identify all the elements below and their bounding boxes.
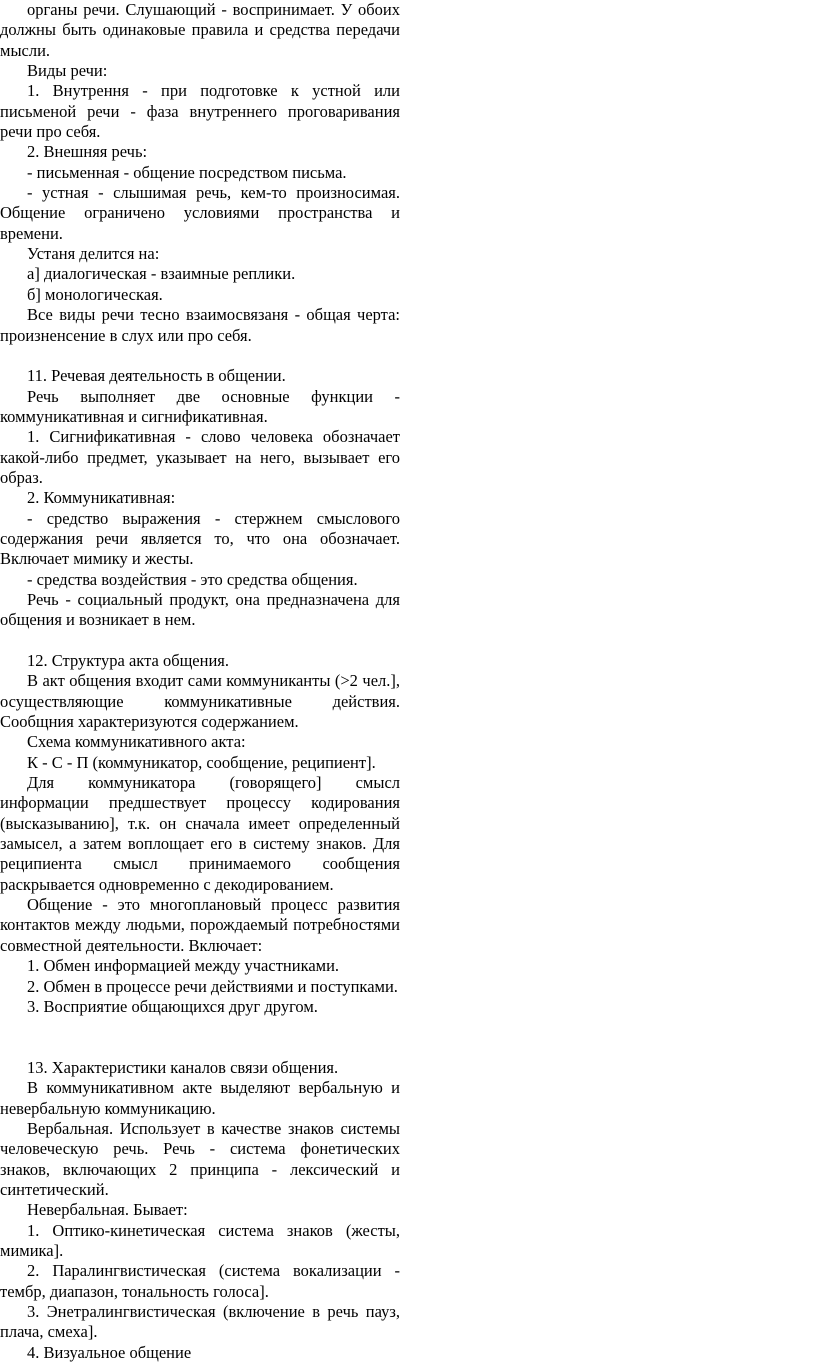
spacer — [0, 1017, 400, 1058]
paragraph: 4. Визуальное общение — [27, 1342, 192, 1362]
paragraph: Невербальная. Бывает: — [27, 1200, 188, 1220]
paragraph: В акт общения входит сами коммуниканты (>2 чел.], осуществляющие коммуникативные действия. Сообщния характеризуются содержанием. — [0, 671, 400, 732]
paragraph: 2. Паралингвистическая (система вокализации - тембр, диапазон, тональность голоса]. — [0, 1261, 400, 1301]
paragraph: 1. Внутрення - при подготовке к устной или письменой речи - фаза внутреннего проговаривания речи про себя. — [0, 81, 400, 142]
spacer — [0, 346, 400, 366]
paragraph: - средства воздействия - это средства общения. — [27, 569, 358, 589]
paragraph: Вербальная. Использует в качестве знаков системы человеческую речь. Речь - система фонетических знаков, включающих 2 принципа - лексический и синтетический. — [0, 1118, 400, 1199]
section-heading: 11. Речевая деятельность в общении. — [27, 366, 286, 386]
paragraph: 3. Энетралингвистическая (включение в речь пауз, плача, смеха]. — [0, 1302, 400, 1342]
paragraph: 1. Обмен информацией между участниками. — [27, 956, 340, 976]
paragraph: органы речи. Слушающий - воспринимает. У обоих должны быть одинаковые правила и средства передачи мысли. — [0, 0, 400, 60]
paragraph: Речь - социальный продукт, она предназначена для общения и возникает в нем. — [0, 589, 400, 630]
paragraph: - устная - слышимая речь, кем-то произносимая. Общение ограничено условиями пространства и времени. — [0, 183, 400, 243]
paragraph: 2. Внешняя речь: — [27, 142, 148, 162]
paragraph: 2. Обмен в процессе речи действиями и поступками. — [27, 976, 398, 996]
paragraph: - средство выражения - стержнем смыслового содержания речи является то, что она обозначает. Включает мимику и жесты. — [0, 508, 400, 569]
paragraph: 2. Коммуникативная: — [27, 488, 176, 508]
paragraph: 1. Оптико-кинетическая система знаков (жесты, мимика]. — [0, 1220, 400, 1260]
paragraph: К - С - П (коммуникатор, сообщение, реципиент]. — [27, 752, 376, 772]
paragraph: Схема коммуникативного акта: — [27, 732, 246, 752]
paragraph: 3. Восприятие общающихся друг другом. — [27, 996, 318, 1016]
paragraph: В коммуникативном акте выделяют вербальную и невербальную коммуникацию. — [0, 1078, 400, 1118]
paragraph: Общение - это многоплановый процесс развития контактов между людьми, порождаемый потребностями совместной деятельности. Включает: — [0, 895, 400, 955]
spacer — [0, 631, 400, 651]
paragraph: Все виды речи тесно взаимосвязаня - общая черта: произненсение в слух или про себя. — [0, 305, 400, 345]
section-heading: 12. Структура акта общения. — [27, 651, 230, 670]
paragraph: а] диалогическая - взаимные реплики. — [27, 264, 296, 284]
paragraph: Виды речи: — [27, 61, 108, 81]
text-column — [0, 0, 400, 1363]
paragraph: б] монологическая. — [27, 284, 163, 304]
paragraph: - письменная - общение посредством письма. — [27, 162, 347, 182]
section-heading: 13. Характеристики каналов связи общения. — [27, 1057, 339, 1077]
paragraph: Устаня делится на: — [27, 244, 160, 264]
paragraph: Речь выполняет две основные функции - коммуникативная и сигнификативная. — [0, 386, 400, 426]
paragraph: 1. Сигнификативная - слово человека обозначает какой-либо предмет, указывает на него, вызывает его образ. — [0, 427, 400, 487]
paragraph: Для коммуникатора (говорящего] смысл информации предшествует процессу кодирования (высказыванию], т.к. он сначала имеет определенный замысел, а затем воплощает его в систему знаков. Для реципиента смысл принимаемого сообщения раскрывается одновременно с декодированием. — [0, 773, 400, 894]
